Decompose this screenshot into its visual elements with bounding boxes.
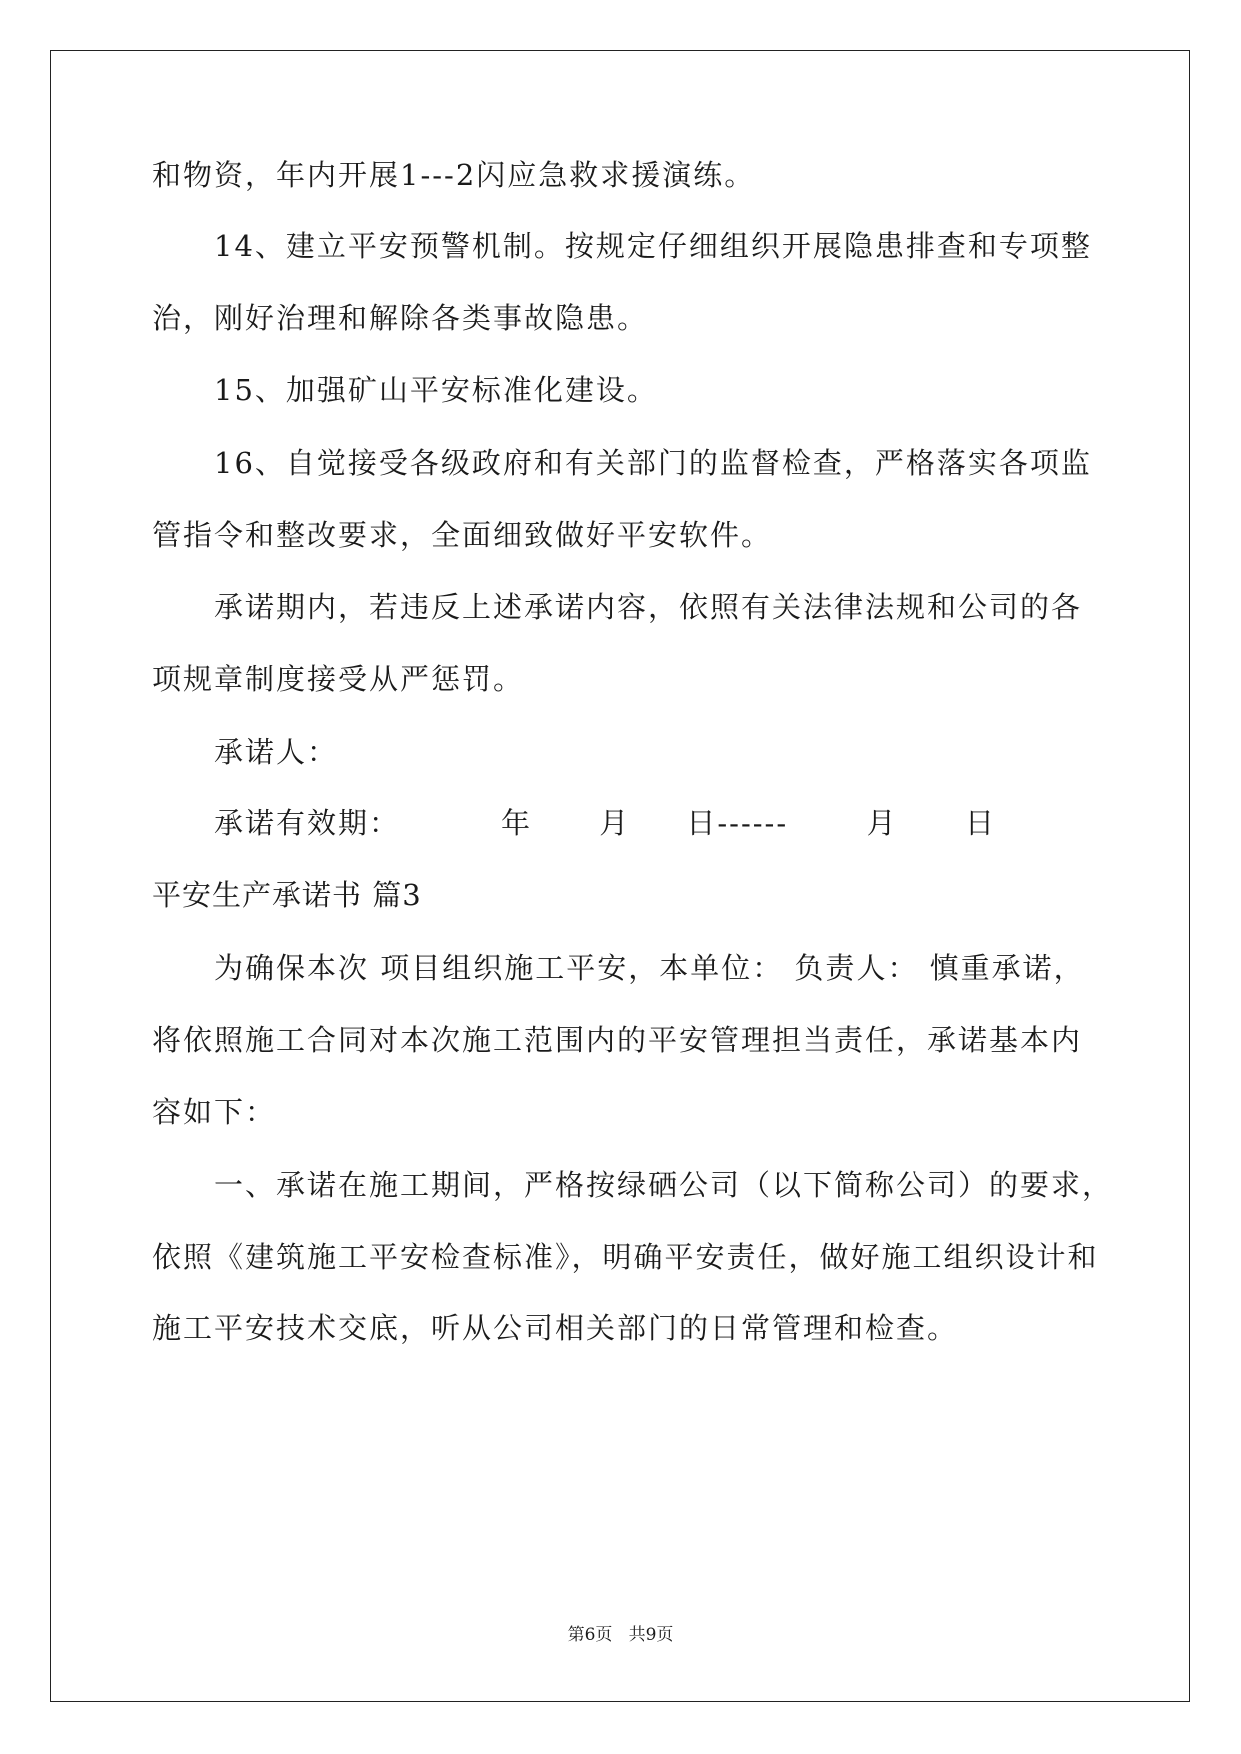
text-line: 14、建立平安预警机制。按规定仔细组织开展隐患排查和专项整 bbox=[214, 229, 1092, 263]
text-line: 为确保本次 项目组织施工平安，本单位： 负责人： 慎重承诺， bbox=[214, 951, 1085, 985]
text-line: 承诺人： bbox=[214, 735, 339, 769]
text-line: 施工平安技术交底，听从公司相关部门的日常管理和检查。 bbox=[152, 1311, 959, 1345]
text-line: 将依照施工合同对本次施工范围内的平安管理担当责任，承诺基本内 bbox=[152, 1023, 1083, 1057]
text-line: 依照《建筑施工平安检查标准》，明确平安责任，做好施工组织设计和 bbox=[152, 1240, 1099, 1274]
section-heading: 平安生产承诺书 篇3 bbox=[152, 878, 422, 912]
text-line: 15、加强矿山平安标准化建设。 bbox=[214, 373, 658, 407]
text-line: 16、自觉接受各级政府和有关部门的监督检查，严格落实各项监 bbox=[214, 446, 1092, 480]
text-line: 容如下： bbox=[152, 1095, 277, 1129]
text-line: 和物资，年内开展1---2闪应急救求援演练。 bbox=[152, 158, 756, 192]
text-line: 治，刚好治理和解除各类事故隐患。 bbox=[152, 301, 649, 335]
text-line: 项规章制度接受从严惩罚。 bbox=[152, 662, 525, 696]
text-line: 一、承诺在施工期间，严格按绿硒公司（以下简称公司）的要求， bbox=[214, 1168, 1114, 1202]
text-line: 承诺期内，若违反上述承诺内容，依照有关法律法规和公司的各 bbox=[214, 590, 1083, 624]
page-footer: 第6页 共9页 bbox=[567, 1625, 674, 1645]
text-line: 管指令和整改要求，全面细致做好平安软件。 bbox=[152, 518, 773, 552]
text-line: 承诺有效期： 年 月 日------ 月 日 bbox=[214, 806, 996, 840]
